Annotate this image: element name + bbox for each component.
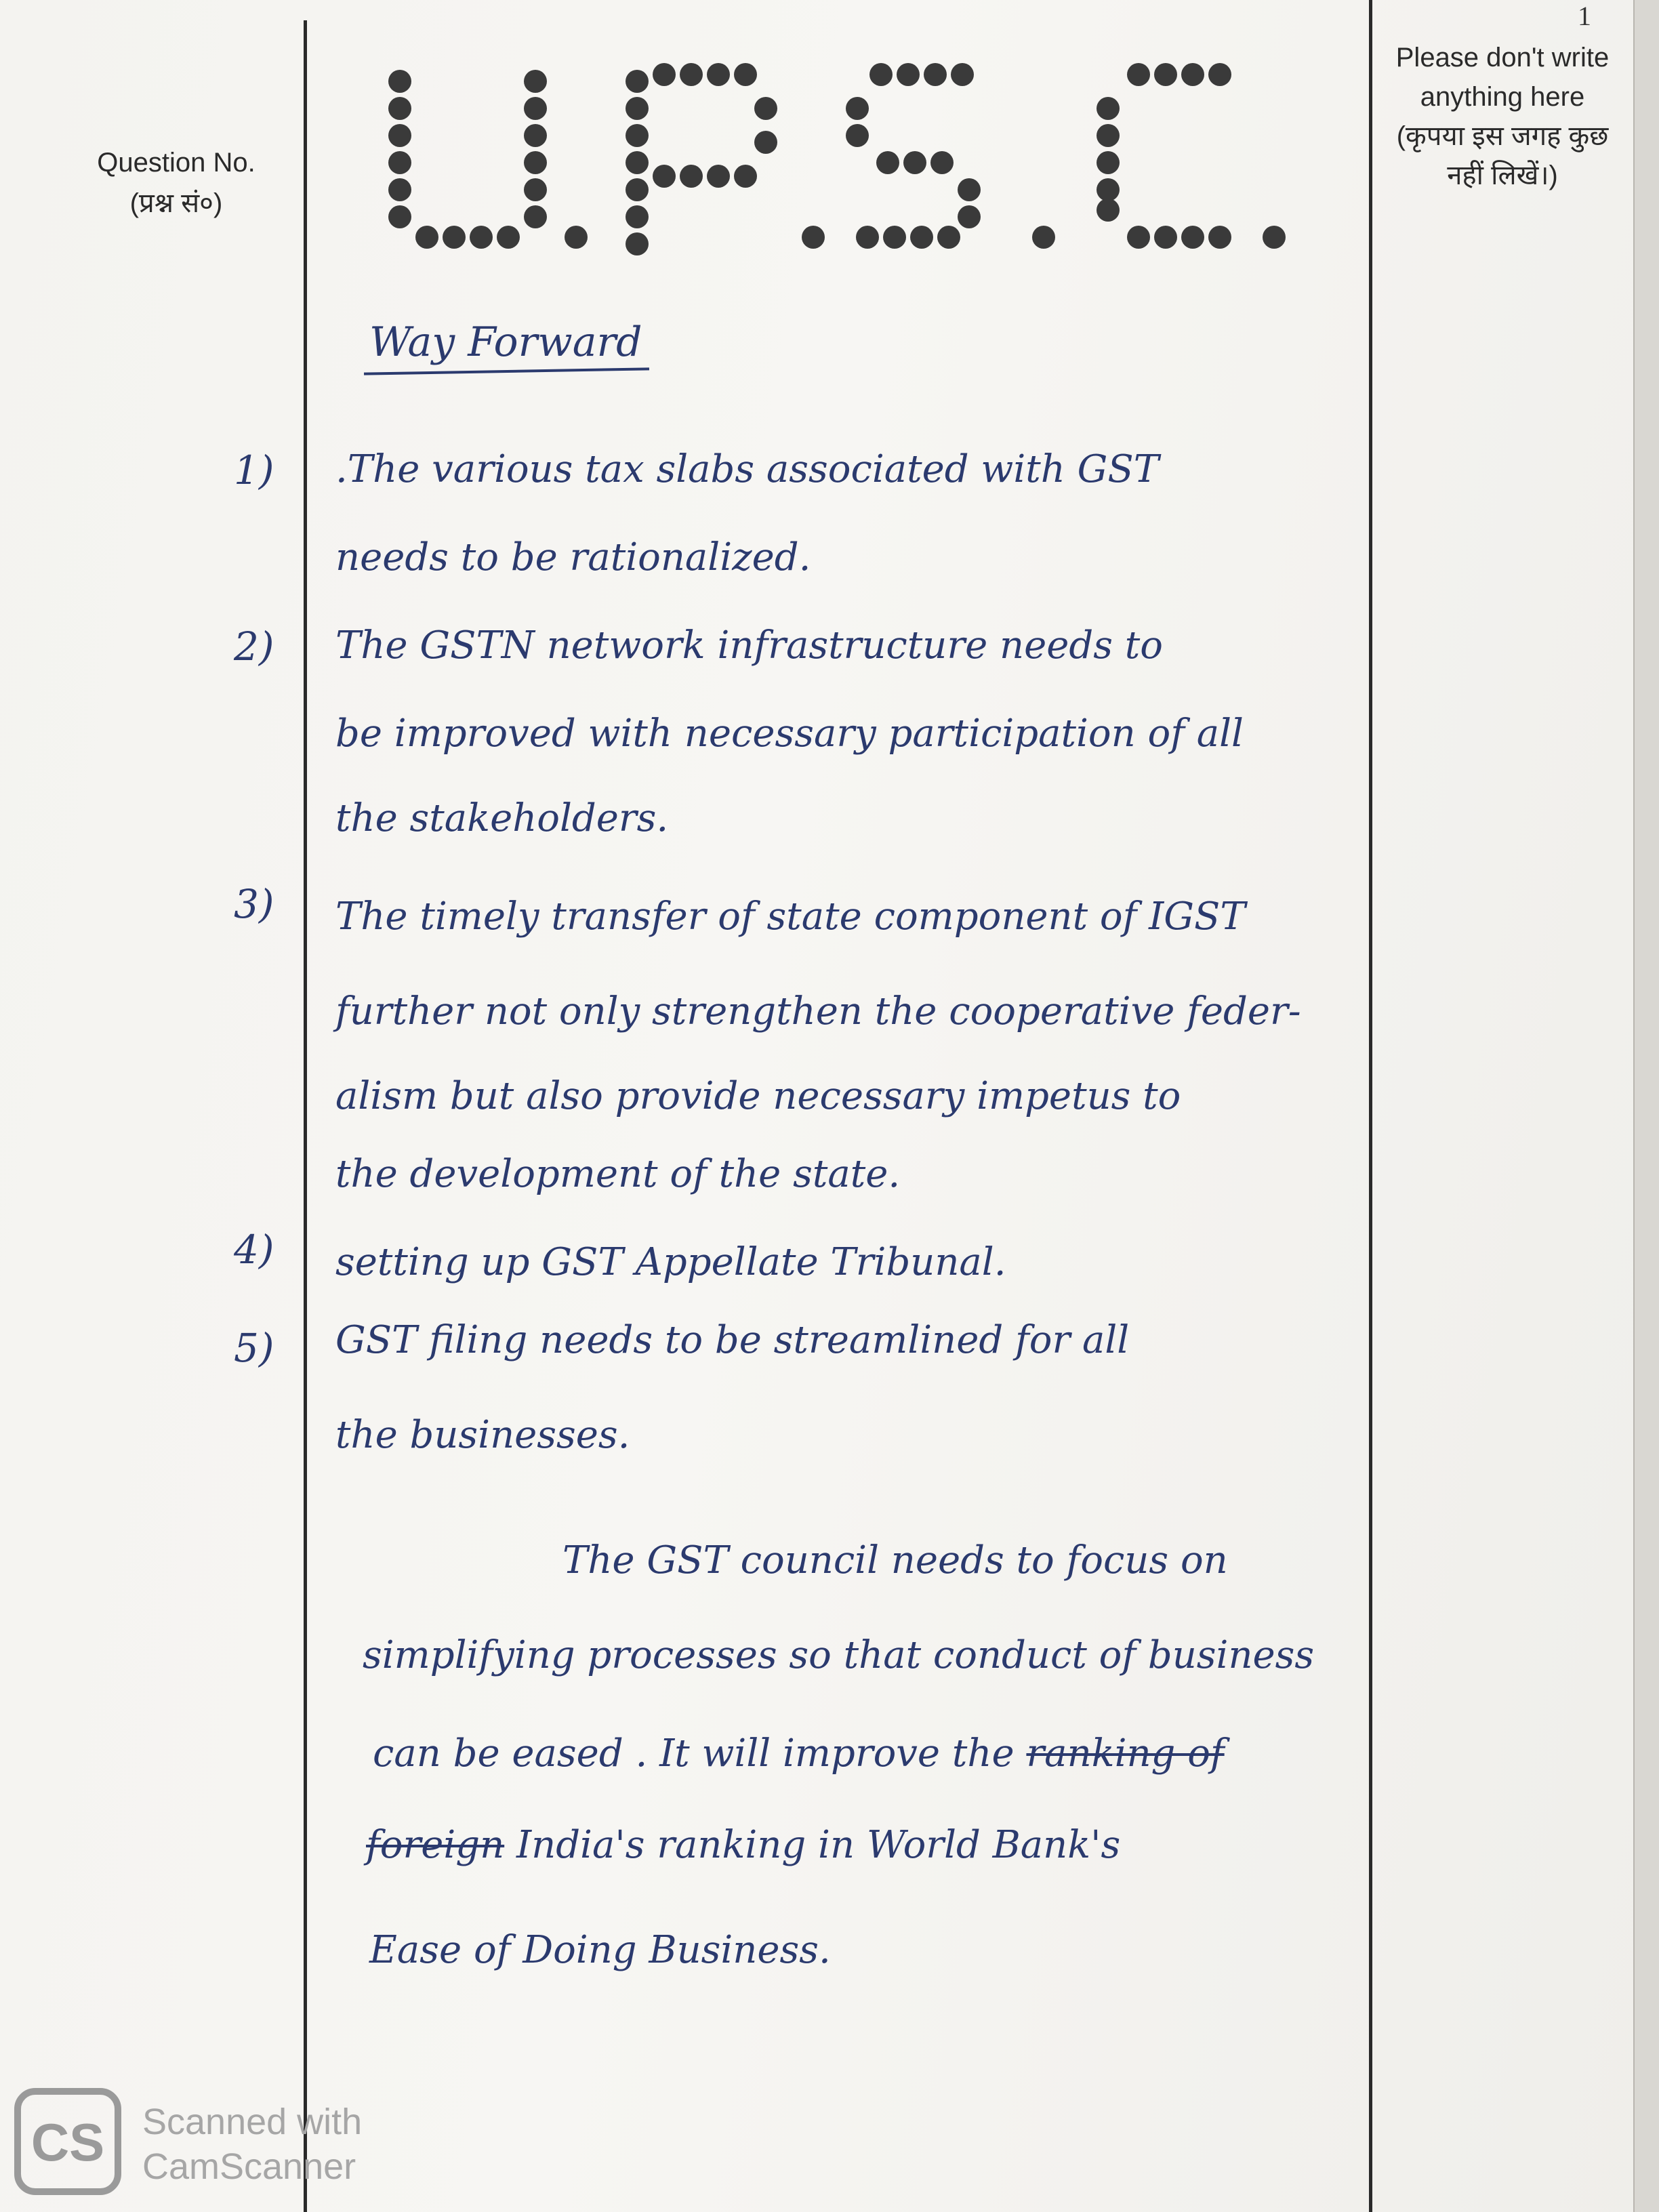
conclusion-line-4: foreign India's ranking in World Bank's: [366, 1823, 1121, 1867]
point-number: 3): [234, 881, 274, 927]
page-number: 1: [1578, 1, 1591, 31]
point-3-line-3: alism but also provide necessary impetus to: [335, 1074, 1181, 1118]
watermark-line-1: Scanned with: [142, 2102, 363, 2142]
point-number: 4): [234, 1227, 274, 1273]
point-3-line-4: the development of the state.: [335, 1152, 901, 1196]
conclusion-line-1: The GST council needs to focus on: [562, 1538, 1228, 1582]
struck-word: ranking of: [1026, 1732, 1225, 1776]
point-number: 5): [234, 1325, 274, 1371]
watermark-line-2: CamScanner: [142, 2146, 356, 2187]
point-2-line-2: be improved with necessary participation of all: [335, 712, 1244, 756]
point-2-line-1: The GSTN network infrastructure needs to: [335, 623, 1164, 668]
upsc-dotted-logo: [352, 34, 1315, 258]
answer-heading: [369, 319, 642, 366]
right-margin-rule: [1369, 0, 1372, 2212]
page-edge: [1633, 0, 1659, 2212]
point-3-line-1: The timely transfer of state component of IGST: [335, 895, 1246, 939]
camscanner-watermark: [14, 2087, 447, 2196]
svg-text:CS: CS: [30, 2112, 105, 2172]
watermark-text: [142, 2100, 362, 2189]
question-label-english: Question No.: [97, 148, 255, 178]
note-hindi: (कृपया इस जगह कुछ नहीं लिखें।): [1396, 121, 1609, 190]
point-number: 2): [234, 623, 274, 670]
heading-underline: [364, 367, 649, 375]
camscanner-logo-icon: [14, 2087, 122, 2196]
point-5-line-1: GST filing needs to be streamlined for all: [335, 1318, 1130, 1362]
point-number: 1): [234, 447, 274, 493]
conclusion-line-2: simplifying processes so that conduct of business: [363, 1633, 1315, 1677]
question-number-label: [81, 142, 271, 224]
conclusion-line-3: can be eased . It will improve the ranking of: [373, 1732, 1225, 1776]
conclusion-line-5: Ease of Doing Business.: [369, 1928, 831, 1972]
question-label-hindi: (प्रश्न सं०): [129, 188, 223, 218]
point-4-line-1: setting up GST Appellate Tribunal.: [335, 1240, 1006, 1284]
point-1-line-2: needs to be rationalized.: [335, 535, 811, 579]
point-5-line-2: the businesses.: [335, 1413, 630, 1457]
point-3-line-2: further not only strengthen the cooperative feder-: [335, 989, 1301, 1033]
left-margin-rule: [304, 20, 307, 2212]
struck-word: foreign: [366, 1823, 505, 1867]
dont-write-note: [1377, 38, 1628, 195]
heading-text: Way Forward: [369, 319, 642, 366]
note-english: Please don't write anything here: [1395, 43, 1610, 112]
point-1-line-1: .The various tax slabs associated with GST: [335, 447, 1160, 491]
point-2-line-3: the stakeholders.: [335, 796, 669, 840]
